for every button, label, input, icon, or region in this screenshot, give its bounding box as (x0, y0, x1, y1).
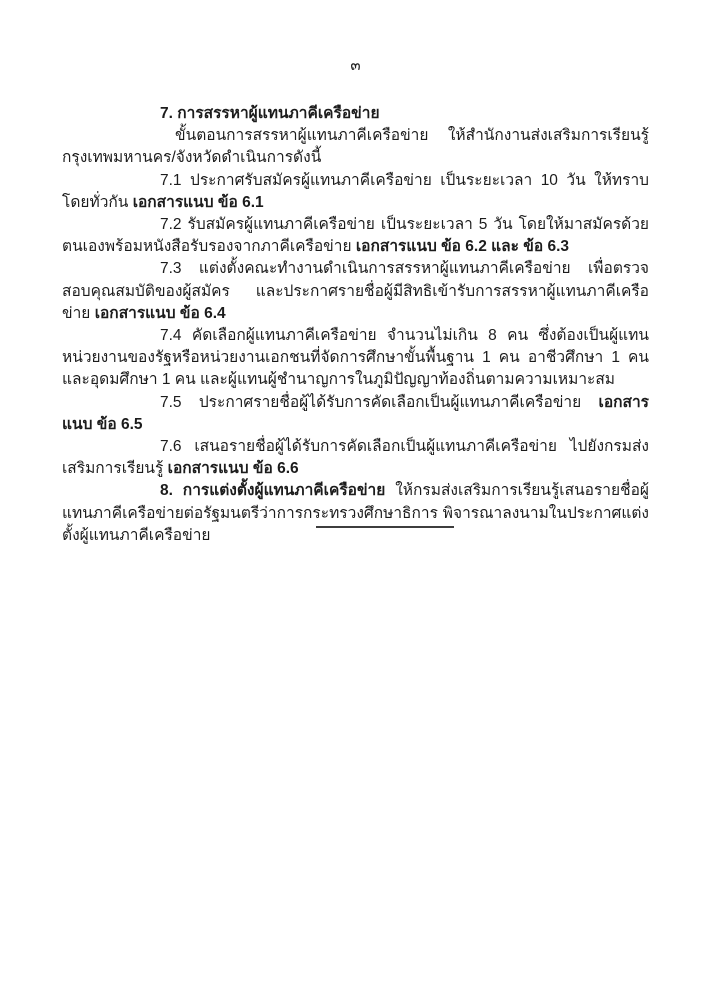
attachment-ref-6-5: เอกสารแนบ ข้อ 6.5 (62, 393, 649, 433)
attachment-ref-6-1: เอกสารแนบ ข้อ 6.1 (132, 193, 264, 211)
clause-7-6-text: 7.6 เสนอรายชื่อผู้ได้รับการคัดเลือกเป็นผู้แทนภาคีเครือข่าย ไปยังกรมส่งเสริมการเรียนรู้ (62, 438, 649, 478)
section-8-body-text: ให้กรมส่งเสริมการเรียนรู้เสนอรายชื่อผู้แทนภาคีเครือข่ายต่อรัฐมนตรีว่าการกระทรวงศึกษาธิการ พิจารณาลงนามในประกาศแต่งตั้งผู้แทนภาคีเครือข่าย (62, 482, 649, 544)
clause-7-6 (62, 436, 649, 480)
clause-7-3-text: 7.3 แต่งตั้งคณะทำงานดำเนินการสรรหาผู้แทนภาคีเครือข่าย เพื่อตรวจสอบคุณสมบัติของผู้สมัคร และประกาศรายชื่อผู้มีสิทธิเข้ารับการสรรหาผู้แทนภาคีเครือข่าย (62, 260, 649, 322)
attachment-ref-6-4: เอกสารแนบ ข้อ 6.4 (94, 304, 226, 322)
attachment-ref-6-6: เอกสารแนบ ข้อ 6.6 (167, 460, 299, 478)
clause-7-4 (62, 325, 649, 392)
section-8-heading-text: 8. การแต่งตั้งผู้แทนภาคีเครือข่าย (160, 482, 386, 500)
clause-7-4-text: 7.4 คัดเลือกผู้แทนภาคีเครือข่าย จำนวนไม่เกิน 8 คน ซึ่งต้องเป็นผู้แทนหน่วยงานของรัฐหรือหน่วยงานเอกชนที่จัดการศึกษาขั้นพื้นฐาน 1 คน อาชีวศึกษา 1 คน และอุดมศึกษา 1 คน และผู้แทนผู้ชำนาญการในภูมิปัญญาท้องถิ่นตามความเหมาะสม (62, 327, 649, 389)
clause-7-2 (62, 214, 649, 258)
section-7-heading-text: 7. การสรรหาผู้แทนภาคีเครือข่าย (160, 105, 380, 122)
clause-7-5 (62, 392, 649, 436)
section-7-heading (62, 103, 649, 125)
clause-7-3 (62, 258, 649, 325)
clause-7-5-text: 7.5 ประกาศรายชื่อผู้ได้รับการคัดเลือกเป็นผู้แทนภาคีเครือข่าย (160, 393, 599, 411)
section-7-intro: ขั้นตอนการสรรหาผู้แทนภาคีเครือข่าย ให้สำนักงานส่งเสริมการเรียนรู้กรุงเทพมหานคร/จังหวัดดำเนินการดังนี้ (62, 127, 649, 167)
clause-7-1-text: 7.1 ประกาศรับสมัครผู้แทนภาคีเครือข่าย เป็นระยะเวลา 10 วัน ให้ทราบโดยทั่วกัน (62, 171, 649, 211)
section-8-paragraph (62, 480, 649, 547)
page-number: ๓ (350, 57, 361, 74)
clause-7-2-text: 7.2 รับสมัครผู้แทนภาคีเครือข่าย เป็นระยะเวลา 5 วัน โดยให้มาสมัครด้วยตนเองพร้อมหนังสือรับรองจากภาคีเครือข่าย (62, 216, 649, 256)
attachment-ref-6-2-6-3: เอกสารแนบ ข้อ 6.2 และ ข้อ 6.3 (355, 238, 570, 256)
clause-7-1 (62, 170, 649, 214)
horizontal-rule (316, 526, 454, 528)
